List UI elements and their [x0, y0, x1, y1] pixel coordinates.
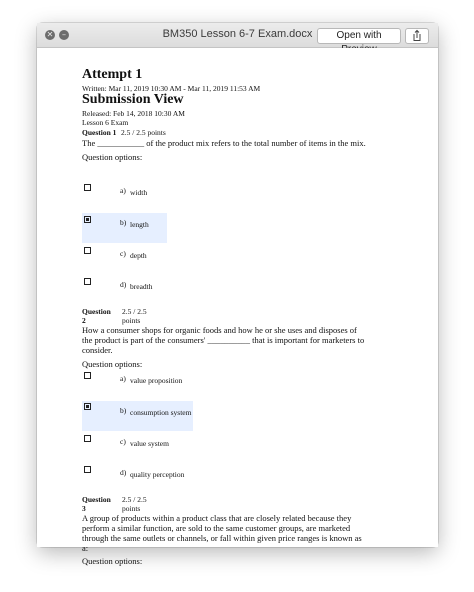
quicklook-window — [37, 23, 438, 566]
option-text: length — [130, 220, 149, 229]
question-1-options-label: Question options: — [82, 152, 143, 162]
option-text: breadth — [130, 282, 153, 291]
title-bar — [37, 23, 438, 48]
share-icon — [406, 29, 428, 43]
option-letter: c) — [120, 437, 126, 446]
open-with-preview-button[interactable]: Open with — [317, 28, 401, 44]
option-text: quality perception — [130, 470, 185, 479]
question-2-text-line-3: consider. — [82, 345, 113, 355]
option-letter: c) — [120, 249, 126, 258]
radio-button-selected[interactable] — [84, 403, 91, 410]
lesson-label: Lesson 6 Exam — [82, 118, 129, 127]
share-button[interactable] — [405, 28, 429, 44]
question-2-points-unit: points — [122, 316, 141, 325]
question-3-text-line-4: a: — [82, 543, 89, 553]
radio-button[interactable] — [84, 372, 91, 379]
question-3-number: 3 — [82, 504, 86, 513]
option-letter: a) — [120, 374, 126, 383]
question-1-points: 2.5 / 2.5 points — [121, 128, 166, 137]
radio-button[interactable] — [84, 247, 91, 254]
option-text: depth — [130, 251, 147, 260]
question-1-text: The ___________ of the product mix refers to the total number of items in the mix. — [82, 138, 366, 148]
question-1-label: Question 1 — [82, 128, 117, 137]
question-3-text-line-1: A group of products within a product class that are closely related because they — [82, 513, 352, 523]
radio-button[interactable] — [84, 184, 91, 191]
question-2-label: Question — [82, 307, 111, 316]
window-title: BM350 Lesson 6-7 Exam.docx — [162, 28, 313, 40]
question-3-text-line-2: perform a similar function, are sold to the same customer groups, are marketed — [82, 523, 351, 533]
radio-button[interactable] — [84, 278, 91, 285]
question-3-options-label: Question options: — [82, 556, 143, 566]
question-3-label: Question — [82, 495, 111, 504]
radio-button-selected[interactable] — [84, 216, 91, 223]
question-3-points: 2.5 / 2.5 — [122, 495, 147, 504]
written-line: Written: Mar 11, 2019 10:30 AM - Mar 11, 2019 11:53 AM — [82, 84, 261, 93]
option-text: consumption system — [130, 408, 192, 417]
radio-button[interactable] — [84, 466, 91, 473]
question-3-text-line-3: through the same outlets or channels, or fall within given price ranges is known as — [82, 533, 362, 543]
question-3-points-unit: points — [122, 504, 141, 513]
question-2-number: 2 — [82, 316, 86, 325]
option-letter: b) — [120, 406, 127, 415]
question-2-text-line-2: the product is part of the consumers' __________ that is important for marketers to — [82, 335, 365, 345]
question-2-points: 2.5 / 2.5 — [122, 307, 147, 316]
option-letter: d) — [120, 468, 127, 477]
option-letter: a) — [120, 186, 126, 195]
question-2-options-label: Question options: — [82, 359, 143, 369]
radio-button[interactable] — [84, 435, 91, 442]
option-letter: b) — [120, 218, 127, 227]
attempt-heading: Attempt 1 — [82, 67, 143, 82]
option-text: value proposition — [130, 376, 183, 385]
option-letter: d) — [120, 280, 127, 289]
document-page — [37, 48, 438, 566]
option-text: value system — [130, 439, 169, 448]
question-2-text-line-1: How a consumer shops for organic foods and how he or she uses and disposes of — [82, 325, 357, 335]
released-line: Released: Feb 14, 2018 10:30 AM — [82, 109, 185, 118]
minimize-icon[interactable]: – — [59, 30, 69, 40]
option-text: width — [130, 188, 148, 197]
submission-heading: Submission View — [82, 92, 184, 107]
close-icon[interactable]: ✕ — [46, 30, 54, 39]
